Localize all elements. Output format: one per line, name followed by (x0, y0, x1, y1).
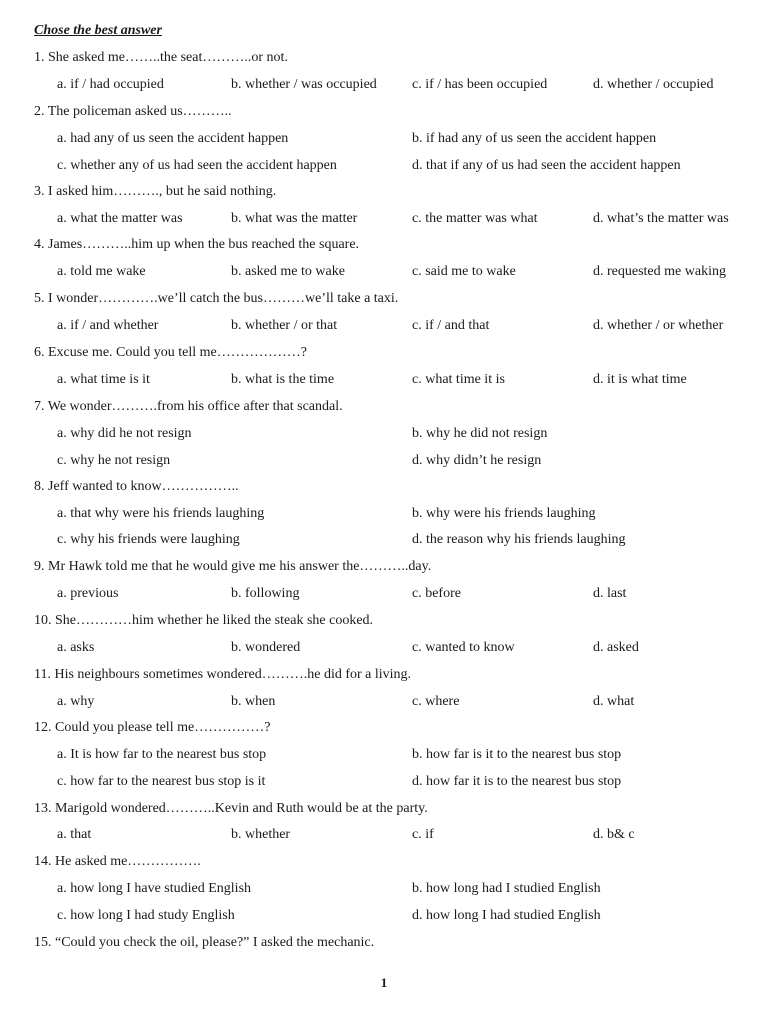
q10-option-b: b. wondered (231, 640, 301, 655)
page-number: 1 (380, 975, 388, 990)
question-9: 9. Mr Hawk told me that he would give me his answer the………..day. (34, 559, 432, 574)
q12-option-b: b. how far is it to the nearest bus stop (412, 747, 622, 762)
q7-option-d: d. why didn’t he resign (412, 453, 542, 468)
q14-option-b: b. how long had I studied English (412, 881, 601, 896)
q12-option-c: c. how far to the nearest bus stop is it (57, 774, 266, 789)
q7-option-a: a. why did he not resign (57, 426, 192, 441)
q13-option-c: c. if (412, 827, 434, 842)
q2-option-c: c. whether any of us had seen the accident happen (57, 158, 337, 173)
q13-option-a: a. that (57, 827, 92, 842)
q14-option-a: a. how long I have studied English (57, 881, 252, 896)
q1-option-b: b. whether / was occupied (231, 77, 377, 92)
q5-option-c: c. if / and that (412, 318, 490, 333)
question-3: 3. I asked him………., but he said nothing. (34, 184, 277, 199)
q7-option-c: c. why he not resign (57, 453, 171, 468)
question-8: 8. Jeff wanted to know…………….. (34, 479, 239, 494)
q8-option-d: d. the reason why his friends laughing (412, 532, 626, 547)
question-15: 15. “Could you check the oil, please?” I asked the mechanic. (34, 935, 375, 950)
q5-option-d: d. whether / or whether (593, 318, 724, 333)
q10-option-c: c. wanted to know (412, 640, 515, 655)
q4-option-d: d. requested me waking (593, 264, 726, 279)
page-title: Chose the best answer (34, 23, 162, 38)
question-13: 13. Marigold wondered………..Kevin and Ruth would be at the party. (34, 801, 428, 816)
question-11: 11. His neighbours sometimes wondered……….he did for a living. (34, 667, 412, 682)
question-1: 1. She asked me……..the seat………..or not. (34, 50, 288, 65)
q1-option-a: a. if / had occupied (57, 77, 164, 92)
q14-option-d: d. how long I had studied English (412, 908, 601, 923)
q5-option-b: b. whether / or that (231, 318, 338, 333)
q7-option-b: b. why he did not resign (412, 426, 548, 441)
question-14: 14. He asked me……………. (34, 854, 201, 869)
q3-option-d: d. what’s the matter was (593, 211, 729, 226)
q6-option-b: b. what is the time (231, 372, 335, 387)
q6-option-d: d. it is what time (593, 372, 687, 387)
q13-option-d: d. b& c (593, 827, 635, 842)
q13-option-b: b. whether (231, 827, 291, 842)
q1-option-d: d. whether / occupied (593, 77, 714, 92)
q10-option-d: d. asked (593, 640, 639, 655)
q9-option-b: b. following (231, 586, 300, 601)
question-2: 2. The policeman asked us……….. (34, 104, 232, 119)
q11-option-d: d. what (593, 694, 635, 709)
q4-option-c: c. said me to wake (412, 264, 516, 279)
q10-option-a: a. asks (57, 640, 95, 655)
q8-option-c: c. why his friends were laughing (57, 532, 240, 547)
q1-option-c: c. if / has been occupied (412, 77, 548, 92)
q3-option-b: b. what was the matter (231, 211, 358, 226)
q8-option-b: b. why were his friends laughing (412, 506, 596, 521)
q8-option-a: a. that why were his friends laughing (57, 506, 265, 521)
q11-option-c: c. where (412, 694, 460, 709)
q3-option-a: a. what the matter was (57, 211, 183, 226)
q12-option-d: d. how far it is to the nearest bus stop (412, 774, 622, 789)
question-10: 10. She…………him whether he liked the steak she cooked. (34, 613, 374, 628)
q2-option-d: d. that if any of us had seen the accident happen (412, 158, 681, 173)
question-7: 7. We wonder……….from his office after that scandal. (34, 399, 343, 414)
q6-option-a: a. what time is it (57, 372, 150, 387)
q5-option-a: a. if / and whether (57, 318, 159, 333)
q6-option-c: c. what time it is (412, 372, 505, 387)
q11-option-b: b. when (231, 694, 276, 709)
q4-option-b: b. asked me to wake (231, 264, 345, 279)
q9-option-c: c. before (412, 586, 461, 601)
q4-option-a: a. told me wake (57, 264, 146, 279)
q9-option-a: a. previous (57, 586, 119, 601)
question-4: 4. James………..him up when the bus reached the square. (34, 237, 360, 252)
q2-option-b: b. if had any of us seen the accident happen (412, 131, 657, 146)
q12-option-a: a. It is how far to the nearest bus stop (57, 747, 267, 762)
question-6: 6. Excuse me. Could you tell me………………? (34, 345, 307, 360)
q9-option-d: d. last (593, 586, 627, 601)
q14-option-c: c. how long I had study English (57, 908, 235, 923)
q11-option-a: a. why (57, 694, 95, 709)
q2-option-a: a. had any of us seen the accident happen (57, 131, 289, 146)
q3-option-c: c. the matter was what (412, 211, 538, 226)
question-5: 5. I wonder………….we’ll catch the bus………we’ll take a taxi. (34, 291, 399, 306)
question-12: 12. Could you please tell me……………? (34, 720, 271, 735)
